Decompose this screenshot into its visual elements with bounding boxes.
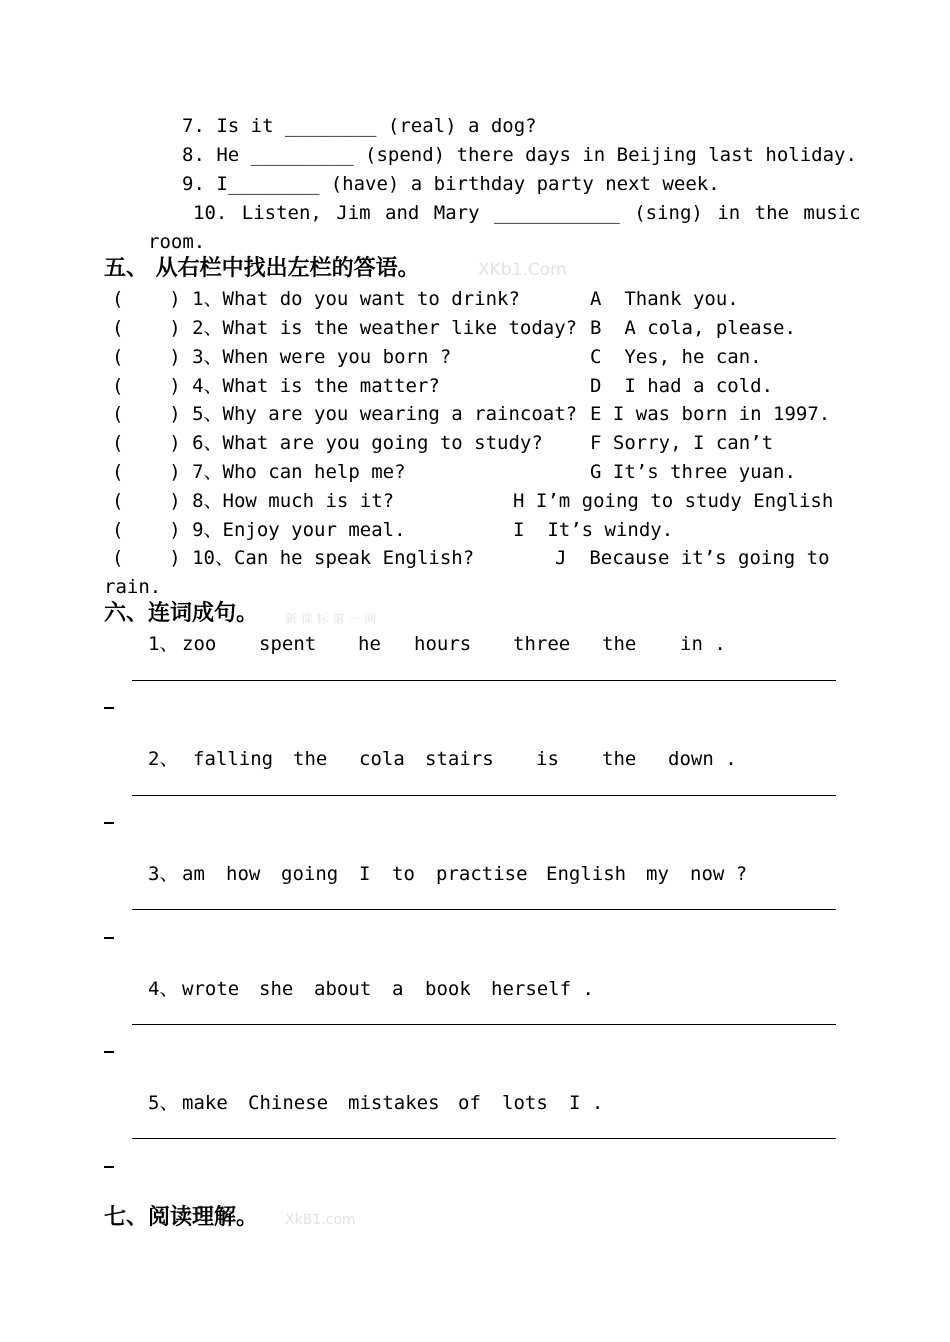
match-left-7: ( ) 7、Who can help me? <box>112 461 406 483</box>
word: how <box>226 863 261 885</box>
answer-line-1-tail <box>104 707 114 709</box>
word: a <box>392 978 404 1000</box>
match-right-e: E I was born in 1997. <box>590 403 831 425</box>
q10-wrap: room. <box>148 231 206 253</box>
match-left-9: ( ) 9、Enjoy your meal. <box>112 519 406 541</box>
word: cola <box>359 748 405 770</box>
watermark: XkB1.com <box>285 1212 356 1228</box>
answer-line-4[interactable] <box>132 1024 836 1025</box>
watermark: XKb1.Com <box>478 260 567 280</box>
match-right-c: C Yes, he can. <box>590 346 762 368</box>
word: stairs <box>425 748 494 770</box>
watermark: 新 课 标 第 一 网 <box>285 612 377 626</box>
match-left-6: ( ) 6、What are you going to study? <box>112 432 543 454</box>
answer-line-3-tail <box>104 937 114 939</box>
word: wrote <box>182 978 240 1000</box>
word: spent <box>259 633 317 655</box>
answer-line-1[interactable] <box>132 680 836 681</box>
match-left-2: ( ) 2、What is the weather like today? <box>112 317 578 339</box>
match-left-10: ( ) 10、Can he speak English? <box>112 547 475 569</box>
word: of <box>458 1092 481 1114</box>
match-right-j-wrap: rain. <box>104 576 162 598</box>
sentence-4-number: 4、 <box>148 978 179 1000</box>
answer-line-2[interactable] <box>132 795 836 796</box>
answer-line-3[interactable] <box>132 909 836 910</box>
match-right-f: F Sorry, I can’t <box>590 432 774 454</box>
word: make <box>182 1092 228 1114</box>
match-left-1: ( ) 1、What do you want to drink? <box>112 288 520 310</box>
word: zoo <box>182 633 217 655</box>
sentence-2-number: 2、 <box>148 748 179 770</box>
answer-line-5[interactable] <box>132 1138 836 1139</box>
section-6-heading: 六、连词成句。 <box>104 601 259 626</box>
sentence-1-number: 1、 <box>148 633 179 655</box>
answer-line-4-tail <box>104 1051 114 1053</box>
match-left-4: ( ) 4、What is the matter? <box>112 375 440 397</box>
match-right-j: J Because it’s going to <box>555 547 830 569</box>
match-left-8: ( ) 8、How much is it? <box>112 490 395 512</box>
word: three <box>513 633 571 655</box>
word: hours <box>414 633 472 655</box>
word: Chinese <box>248 1092 329 1114</box>
word: going <box>281 863 339 885</box>
word: to <box>392 863 415 885</box>
q8-line: 8. He _________ (spend) there days in Beijing last holiday. <box>182 144 857 166</box>
sentence-5-number: 5、 <box>148 1092 179 1114</box>
word: about <box>314 978 372 1000</box>
match-right-h: H I’m going to study English <box>513 490 834 512</box>
word: am <box>182 863 205 885</box>
q7-line: 7. Is it ________ (real) a dog? <box>182 115 537 137</box>
word: English <box>546 863 627 885</box>
word: down . <box>668 748 737 770</box>
section-7-heading: 七、阅读理解。 <box>104 1205 259 1230</box>
word: he <box>358 633 381 655</box>
word: is <box>536 748 559 770</box>
q9-line: 9. I________ (have) a birthday party next week. <box>182 173 720 195</box>
word: book <box>425 978 471 1000</box>
word: mistakes <box>348 1092 440 1114</box>
match-right-i: I It’s windy. <box>513 519 674 541</box>
answer-line-2-tail <box>104 822 114 824</box>
match-right-g: G It’s three yuan. <box>590 461 796 483</box>
word: falling <box>193 748 274 770</box>
word: I . <box>569 1092 604 1114</box>
word: lots <box>502 1092 548 1114</box>
word: the <box>602 748 637 770</box>
word: the <box>602 633 637 655</box>
word: I <box>359 863 371 885</box>
match-right-d: D I had a cold. <box>590 375 774 397</box>
match-left-5: ( ) 5、Why are you wearing a raincoat? <box>112 403 578 425</box>
word: practise <box>436 863 528 885</box>
word: my <box>646 863 669 885</box>
match-right-b: B A cola, please. <box>590 317 796 339</box>
match-right-a: A Thank you. <box>590 288 739 310</box>
word: she <box>259 978 294 1000</box>
sentence-3-number: 3、 <box>148 863 179 885</box>
match-left-3: ( ) 3、When were you born ? <box>112 346 452 368</box>
answer-line-5-tail <box>104 1166 114 1168</box>
word: the <box>293 748 328 770</box>
q10-line: 10. Listen, Jim and Mary ___________ (sing) in the music <box>193 202 861 224</box>
word: now ? <box>690 863 748 885</box>
word: in . <box>680 633 726 655</box>
word: herself . <box>491 978 594 1000</box>
section-5-heading: 五、 从右栏中找出左栏的答语。 <box>104 256 420 281</box>
